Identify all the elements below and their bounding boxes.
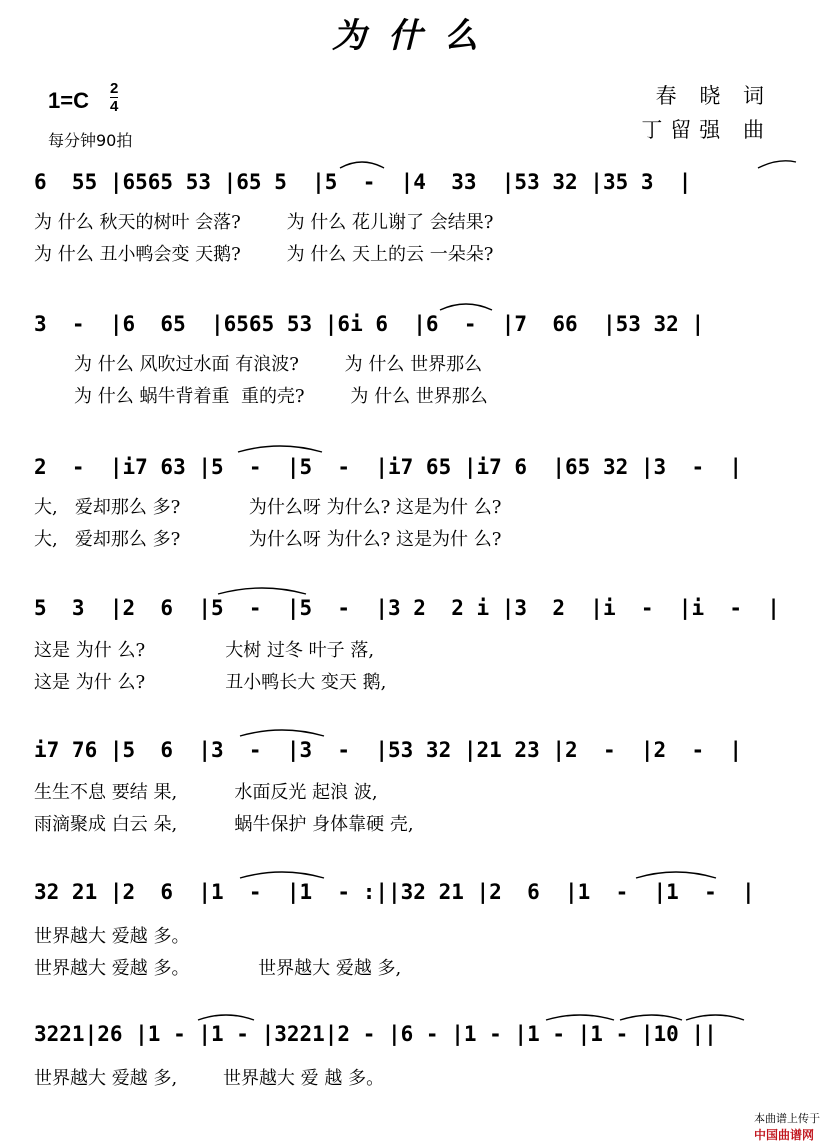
lyric-row-4-verse-1: 这是 为什 么? 大树 过冬 叶子 落, — [34, 640, 375, 661]
time-signature-bottom: 4 — [110, 98, 119, 115]
lyric-row-5-verse-1: 生生不息 要结 果, 水面反光 起浪 波, — [34, 782, 378, 803]
tie-mark — [240, 730, 324, 736]
lyric-row-4-verse-2: 这是 为什 么? 丑小鸭长大 变天 鹅, — [34, 672, 387, 693]
tie-mark — [238, 446, 322, 452]
notation-row-7: 3221|26 |1 - |1 - |3221|2 - |6 - |1 - |1 - |1 - |10 || — [34, 1022, 717, 1046]
lyric-row-7-verse-1: 世界越大 爱越 多, 世界越大 爱 越 多。 — [34, 1068, 385, 1089]
tie-mark — [636, 872, 716, 878]
notation-row-3: 2 - |i7 63 |5 - |5 - |i7 65 |i7 6 |65 32 |3 - | — [34, 455, 743, 479]
lyricist-credit: 春 晓 词 — [655, 84, 772, 108]
tie-mark — [440, 304, 492, 310]
tie-mark — [240, 872, 324, 878]
footer-prefix: 本曲谱上传于 — [754, 1112, 820, 1125]
lyric-row-6-verse-1: 世界越大 爱越 多。 — [34, 926, 190, 947]
lyric-row-1-verse-2: 为 什么 丑小鸭会变 天鹅? 为 什么 天上的云 一朵朵? — [34, 244, 494, 265]
lyric-row-2-verse-1: 为 什么 风吹过水面 有浪波? 为 什么 世界那么 — [34, 354, 483, 375]
notation-row-1: 6 55 |6565 53 |65 5 |5 - |4 33 |53 32 |35 3 | — [34, 170, 692, 194]
lyric-row-3-verse-1: 大, 爱却那么 多? 为什么呀 为什么? 这是为什 么? — [34, 497, 502, 518]
notation-row-6: 32 21 |2 6 |1 - |1 - :||32 21 |2 6 |1 - |1 - | — [34, 880, 755, 904]
time-signature-top: 2 — [110, 80, 119, 97]
tie-mark — [218, 588, 306, 594]
tie-mark — [340, 162, 384, 168]
lyric-row-1-verse-1: 为 什么 秋天的树叶 会落? 为 什么 花儿谢了 会结果? — [34, 212, 494, 233]
lyric-row-2-verse-2: 为 什么 蜗牛背着重 重的壳? 为 什么 世界那么 — [34, 386, 488, 407]
footer-brand-logo: 中国曲谱网 — [754, 1128, 815, 1142]
composer-credit: 丁留强 曲 — [641, 118, 772, 142]
lyric-row-3-verse-2: 大, 爱却那么 多? 为什么呀 为什么? 这是为什 么? — [34, 529, 502, 550]
tie-mark — [546, 1015, 614, 1020]
notation-row-2: 3 - |6 65 |6565 53 |6i 6 |6 - |7 66 |53 32 | — [34, 312, 705, 336]
key-signature: 1=C — [48, 88, 89, 113]
tie-mark — [198, 1015, 254, 1020]
footer-credit — [747, 1097, 820, 1143]
notation-row-5: i7 76 |5 6 |3 - |3 - |53 32 |21 23 |2 - |2 - | — [34, 738, 743, 762]
song-title: 为什么 — [332, 16, 500, 56]
lyric-row-5-verse-2: 雨滴聚成 白云 朵, 蜗牛保护 身体靠硬 壳, — [34, 814, 414, 835]
tie-mark — [758, 161, 796, 168]
tempo-marking: 每分钟90拍 — [48, 131, 133, 150]
tie-mark — [686, 1015, 744, 1020]
lyric-row-6-verse-2: 世界越大 爱越 多。 世界越大 爱越 多, — [34, 958, 402, 979]
notation-row-4: 5 3 |2 6 |5 - |5 - |3 2 2 i |3 2 |i - |i - | — [34, 596, 780, 620]
tie-mark — [620, 1015, 682, 1020]
